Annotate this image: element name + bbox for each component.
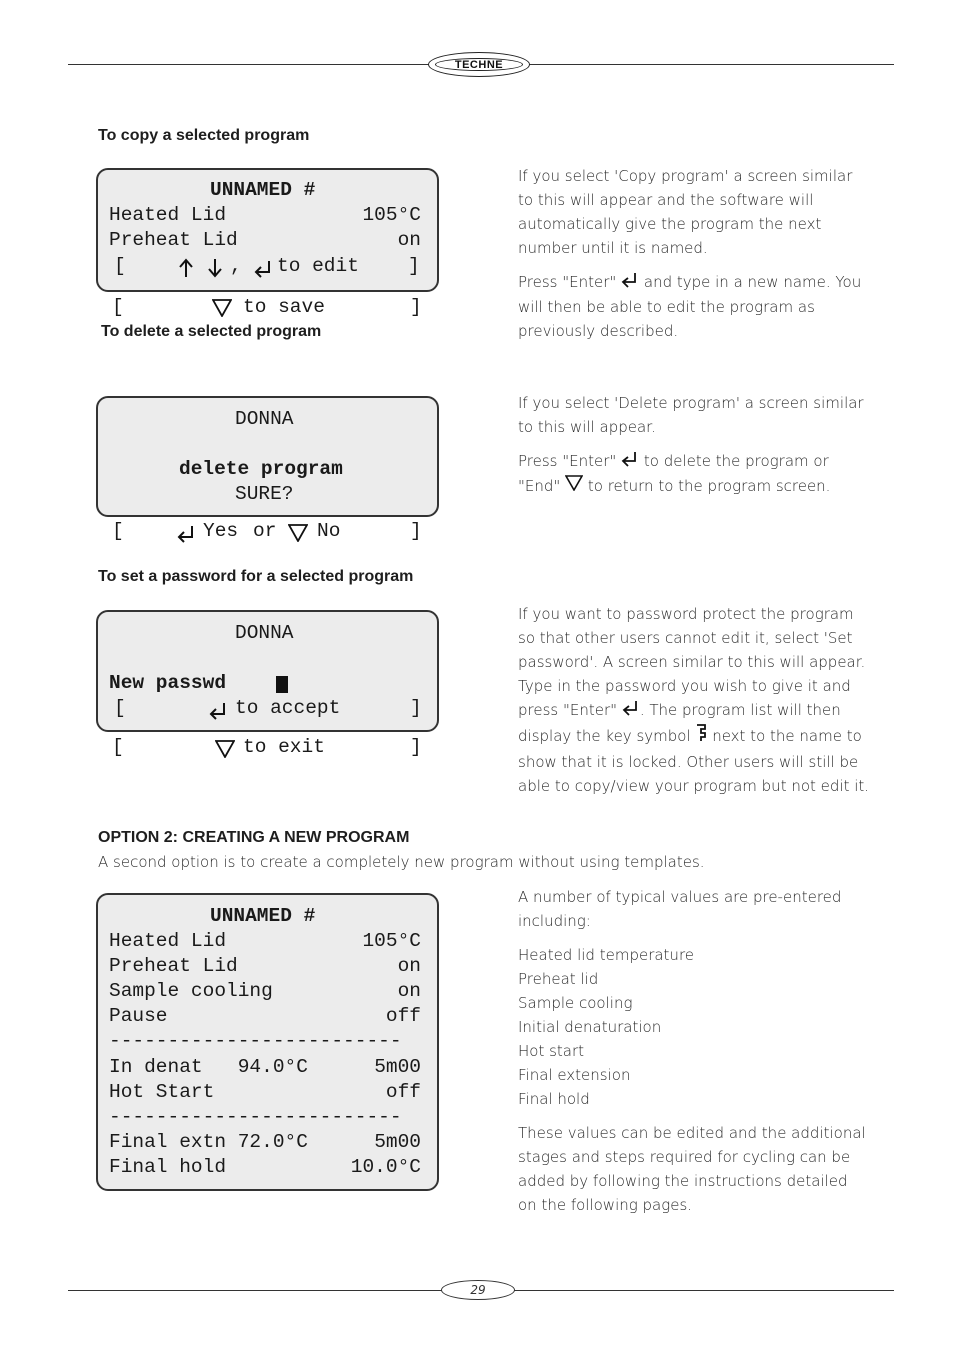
new-row-value: on xyxy=(397,980,421,1002)
new-row-label: Preheat Lid xyxy=(109,955,238,977)
new-row-label: Pause xyxy=(109,1005,168,1027)
page-number: 29 xyxy=(441,1280,515,1300)
enter-icon xyxy=(209,702,227,724)
list-item: Final extension xyxy=(518,1066,631,1084)
list-item: Hot start xyxy=(518,1042,585,1060)
enter-icon xyxy=(621,450,639,474)
new-row-value: off xyxy=(385,1005,421,1027)
list-item: Initial denaturation xyxy=(518,1018,662,1036)
option2-description xyxy=(518,885,870,1227)
copy-row1-value: 105°C xyxy=(362,204,421,226)
delete-below-or: or xyxy=(253,520,277,542)
password-screen-line2: New passwd xyxy=(109,672,227,694)
list-item: Sample cooling xyxy=(518,994,633,1012)
new-row-label: In denat 94.0°C xyxy=(109,1056,308,1078)
delete-description xyxy=(518,391,870,508)
password-below-close: ] xyxy=(410,736,422,758)
new-row-label: Heated Lid xyxy=(109,930,227,952)
delete-below-no: No xyxy=(317,520,341,542)
copy-paragraph-1: If you select 'Copy program' a screen similar to this will appear and the software will automatically give the program the next number until it is named. xyxy=(518,167,853,257)
delete-press-enter: Press "Enter" xyxy=(518,452,617,470)
enter-icon xyxy=(254,260,272,282)
option2-paragraph-1: A number of typical values are pre-entered including: xyxy=(518,888,842,930)
copy-screen-title: UNNAMED # xyxy=(210,179,316,201)
list-item: Final hold xyxy=(518,1090,590,1108)
new-row-label: Final extn 72.0°C xyxy=(109,1131,308,1153)
copy-below-open: [ xyxy=(112,296,124,318)
copy-description xyxy=(518,164,870,353)
key-icon xyxy=(695,723,707,750)
new-row-value: on xyxy=(397,955,421,977)
end-triangle-icon xyxy=(215,740,235,762)
new-row-label: Hot Start xyxy=(109,1081,215,1103)
text-cursor xyxy=(276,676,288,693)
delete-below-close: ] xyxy=(410,520,422,542)
copy-row3-open: [ xyxy=(114,255,126,277)
new-screen-title: UNNAMED # xyxy=(210,905,316,927)
copy-row1-label: Heated Lid xyxy=(109,204,227,226)
delete-paragraph-1: If you select 'Delete program' a screen similar to this will appear. xyxy=(518,394,864,436)
copy-screen xyxy=(96,168,439,292)
enter-icon xyxy=(622,699,640,723)
new-row-label: Sample cooling xyxy=(109,980,273,1002)
password-heading: To set a password for a selected program xyxy=(98,568,414,585)
delete-paragraph-2 xyxy=(518,449,870,498)
copy-row3-sep: , xyxy=(230,255,242,277)
copy-below-text: to save xyxy=(243,296,325,318)
copy-press-enter-rest: and type in a new name. You will then be able to edit the program as previously described. xyxy=(518,273,862,340)
enter-icon xyxy=(621,271,639,295)
new-row-value: 5m00 xyxy=(374,1131,421,1153)
password-screen-text: to accept xyxy=(235,697,341,719)
delete-press-enter-rest: to delete the program or xyxy=(643,452,829,470)
new-row-value: 5m00 xyxy=(374,1056,421,1078)
copy-press-enter: Press "Enter" xyxy=(518,273,617,291)
copy-row2-value: on xyxy=(397,229,421,251)
copy-below-close: ] xyxy=(410,296,422,318)
new-divider: ------------------------- xyxy=(109,1030,402,1052)
list-item: Preheat lid xyxy=(518,970,599,988)
password-text-1: If you want to password protect the program so that other users cannot edit it, select 'Set password'. A screen similar to this will appear. Type in the password you wish to give it and press "Enter" xyxy=(518,605,866,719)
new-row-value: off xyxy=(385,1081,421,1103)
list-item: Heated lid temperature xyxy=(518,946,695,964)
copy-row2-label: Preheat Lid xyxy=(109,229,238,251)
delete-screen-line1: DONNA xyxy=(235,408,294,430)
option2-heading: OPTION 2: CREATING A NEW PROGRAM xyxy=(98,829,410,846)
new-program-screen xyxy=(96,893,439,1191)
logo-text: TECHNE xyxy=(454,58,504,71)
password-screen xyxy=(96,610,439,732)
end-triangle-icon xyxy=(288,524,308,546)
end-triangle-icon xyxy=(212,299,232,321)
delete-screen-line2: delete program xyxy=(179,458,343,480)
techne-logo xyxy=(428,52,530,77)
delete-heading: To delete a selected program xyxy=(101,323,322,340)
end-triangle-icon xyxy=(565,474,583,498)
copy-row3-text: to edit xyxy=(277,255,359,277)
password-below-open: [ xyxy=(112,736,124,758)
option2-paragraph-2: These values can be edited and the additional stages and steps required for cycling can be added by following the instructions detailed on the following pages. xyxy=(518,1124,866,1214)
delete-end-key: "End" xyxy=(518,476,561,495)
password-screen-line1: DONNA xyxy=(235,622,294,644)
password-text-3: next to the name to show that it is locked. Other users will still be able to copy/view your program but not edit it. xyxy=(518,726,870,795)
down-arrow-icon xyxy=(207,258,223,282)
delete-end-rest: to return to the program screen. xyxy=(587,476,831,495)
enter-icon xyxy=(177,525,195,547)
delete-below-yes: Yes xyxy=(203,520,239,542)
new-row-value: 10.0°C xyxy=(350,1156,421,1178)
password-paragraph xyxy=(518,602,870,798)
copy-heading: To copy a selected program xyxy=(98,127,310,144)
preset-values-list xyxy=(518,943,870,1111)
up-arrow-icon xyxy=(178,258,194,282)
new-row-value: 105°C xyxy=(362,930,421,952)
delete-below-open: [ xyxy=(112,520,124,542)
new-divider: ------------------------- xyxy=(109,1106,402,1128)
password-screen-close: ] xyxy=(410,697,422,719)
delete-screen xyxy=(96,396,439,517)
option2-intro: A second option is to create a completely new program without using templates. xyxy=(98,853,705,871)
password-text-2: . The program list will then display the key symbol xyxy=(518,701,841,745)
new-row-label: Final hold xyxy=(109,1156,227,1178)
password-description xyxy=(518,602,870,808)
copy-row3-close: ] xyxy=(408,255,420,277)
password-below-text: to exit xyxy=(243,736,325,758)
copy-paragraph-2 xyxy=(518,270,870,343)
password-screen-open: [ xyxy=(114,697,126,719)
delete-screen-line3: SURE? xyxy=(235,483,294,505)
